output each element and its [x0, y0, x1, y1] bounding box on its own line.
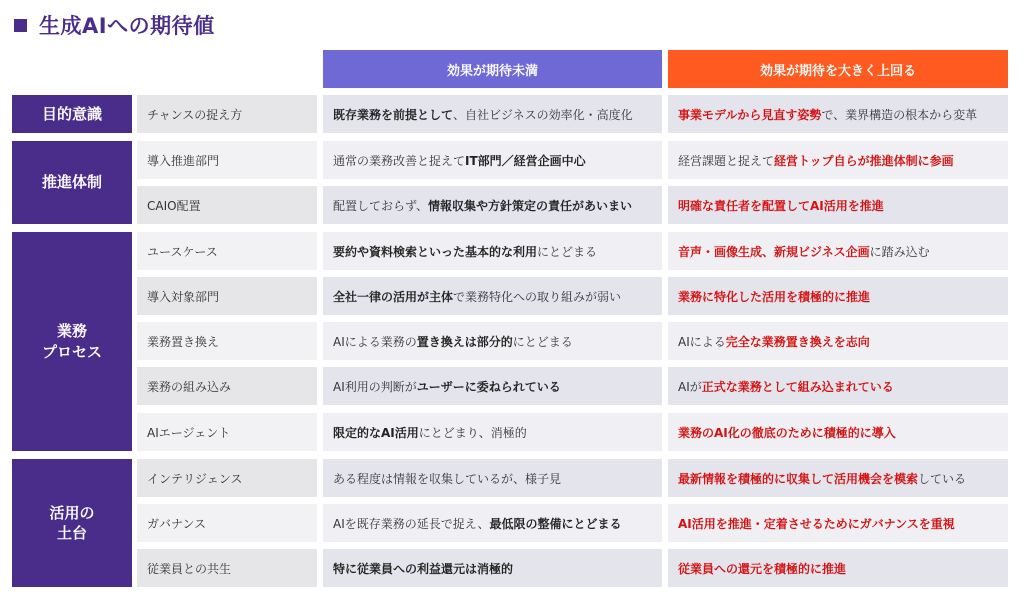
row-label: インテリジェンス	[137, 459, 317, 497]
above-expectation-cell	[668, 277, 1008, 315]
header-below-expectation: 効果が期待未満	[323, 50, 662, 88]
cell-text-segment: 全社一律の活用が主体	[333, 289, 454, 304]
cell-text-segment: している	[918, 471, 967, 486]
above-expectation-cell	[668, 413, 1008, 451]
above-expectation-cell	[668, 367, 1008, 405]
group-label: 業務 プロセス	[12, 232, 132, 451]
header-above-expectation: 効果が期待を大きく上回る	[668, 50, 1008, 88]
cell-text-segment: にとどまる	[512, 334, 573, 349]
cell-text-segment: 業務のAI化の徹底のために積極的に導入	[678, 425, 896, 440]
title-text: 生成AIへの期待値	[39, 14, 215, 38]
cell-text-segment: 特に従業員への利益還元は消極的	[333, 561, 514, 576]
cell-text-segment: ユーザーに委ねられている	[416, 379, 561, 394]
cell-text-segment: 置き換えは部分的	[416, 334, 513, 349]
cell-text-segment: 経営トップ自らが推進体制に参画	[774, 153, 954, 168]
cell-text-segment: にとどまる	[537, 244, 598, 259]
row-label: 従業員との共生	[137, 549, 317, 587]
cell-text-segment: 完全な業務置き換えを志向	[725, 334, 870, 349]
group-label: 推進体制	[12, 141, 132, 224]
cell-text-segment: AI活用を推進・定着させるためにガバナンスを重視	[678, 516, 955, 531]
cell-text-segment: AIを既存業務の延長で捉え、	[333, 516, 490, 531]
cell-text-segment: 正式な業務として組み込まれている	[701, 379, 894, 394]
cell-text-segment: 既存業務を前提として	[333, 107, 454, 122]
above-expectation-cell	[668, 232, 1008, 270]
cell-text-segment: AIが	[678, 379, 702, 394]
above-expectation-cell	[668, 322, 1008, 360]
above-expectation-cell	[668, 186, 1008, 224]
row-label: 業務の組み込み	[137, 367, 317, 405]
cell-text-segment: 経営課題と捉えて	[678, 153, 775, 168]
below-expectation-cell	[323, 459, 662, 497]
below-expectation-cell	[323, 277, 662, 315]
group-label: 活用の 土台	[12, 459, 132, 587]
below-expectation-cell	[323, 322, 662, 360]
title-square-icon	[14, 19, 27, 32]
cell-text-segment: 明確な責任者を配置してAI活用を推進	[678, 198, 884, 213]
below-expectation-cell	[323, 186, 662, 224]
cell-text-segment: 配置しておらず、	[333, 198, 429, 213]
cell-text-segment: 要約や資料検索といった基本的な利用	[333, 244, 538, 259]
page-title	[14, 8, 215, 42]
row-label: チャンスの捉え方	[137, 95, 317, 133]
below-expectation-cell	[323, 504, 662, 542]
row-label: ユースケース	[137, 232, 317, 270]
above-expectation-cell	[668, 459, 1008, 497]
cell-text-segment: にとどまり、消極的	[418, 425, 527, 440]
cell-text-segment: 従業員への還元を積極的に推進	[678, 561, 847, 576]
row-label: 導入推進部門	[137, 141, 317, 179]
cell-text-segment: で業務特化への取り組みが弱い	[453, 289, 622, 304]
cell-text-segment: 最新情報を積極的に収集して活用機会を模索	[678, 471, 919, 486]
cell-text-segment: で、業界構造の根本から変革	[821, 107, 978, 122]
cell-text-segment: 情報収集や方針策定の責任があいまい	[428, 198, 633, 213]
row-label: 業務置き換え	[137, 322, 317, 360]
group-label: 目的意識	[12, 95, 132, 133]
row-label: AIエージェント	[137, 413, 317, 451]
cell-text-segment: ある程度は情報を収集しているが、様子見	[333, 471, 562, 486]
cell-text-segment: 限定的なAI活用	[333, 425, 419, 440]
above-expectation-cell	[668, 141, 1008, 179]
below-expectation-cell	[323, 413, 662, 451]
cell-text-segment: 最低限の整備にとどまる	[489, 516, 622, 531]
cell-text-segment: AIによる業務の	[333, 334, 417, 349]
above-expectation-cell	[668, 549, 1008, 587]
cell-text-segment: IT部門／経営企画中心	[465, 153, 586, 168]
below-expectation-cell	[323, 95, 662, 133]
cell-text-segment: AIによる	[678, 334, 726, 349]
cell-text-segment: 通常の業務改善と捉えて	[333, 153, 466, 168]
cell-text-segment: に踏み込む	[869, 244, 930, 259]
above-expectation-cell	[668, 504, 1008, 542]
below-expectation-cell	[323, 232, 662, 270]
row-label: CAIO配置	[137, 186, 317, 224]
below-expectation-cell	[323, 367, 662, 405]
row-label: ガバナンス	[137, 504, 317, 542]
cell-text-segment: 業務に特化した活用を積極的に推進	[678, 289, 871, 304]
above-expectation-cell	[668, 95, 1008, 133]
cell-text-segment: 事業モデルから見直す姿勢	[678, 107, 822, 122]
cell-text-segment: 音声・画像生成、新規ビジネス企画	[678, 244, 870, 259]
below-expectation-cell	[323, 549, 662, 587]
below-expectation-cell	[323, 141, 662, 179]
row-label: 導入対象部門	[137, 277, 317, 315]
cell-text-segment: 、自社ビジネスの効率化・高度化	[453, 107, 633, 122]
cell-text-segment: AI利用の判断が	[333, 379, 417, 394]
